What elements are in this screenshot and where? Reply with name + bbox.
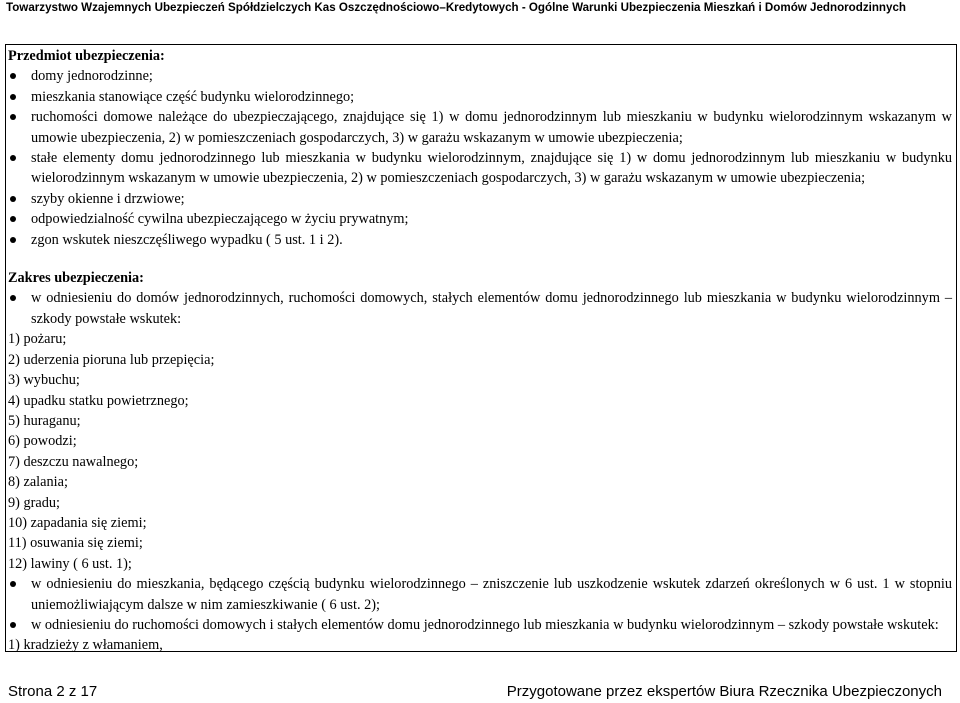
risk-item: 9) gradu; [8, 494, 61, 511]
list-item: stałe elementy domu jednorodzinnego lub mieszkania w budynku wielorodzinnym, znajdujące się 1) w domu jednorodzinnym lub mieszkaniu w budynku wielorodzinnym wskazanym w umowie ubezpieczenia, 2) w pomieszczeniach gospodarczych, 3) w garażu wskazanym w umowie ubezpieczenia; [8, 148, 952, 189]
list-item: ruchomości domowe należące do ubezpieczającego, znajdujące się 1) w domu jednorodzinnym lub mieszkaniu w budynku wielorodzinnym wskazanym w umowie ubezpieczenia, 2) w pomieszczeniach gospodarczych, 3) w garażu wskazanym w umowie ubezpieczenia; [8, 107, 952, 148]
list-item: w odniesieniu do ruchomości domowych i stałych elementów domu jednorodzinnego lub mieszkania w budynku wielorodzinnym – szkody powstałe wskutek: [8, 615, 952, 635]
document-header: Towarzystwo Wzajemnych Ubezpieczeń Spółdzielczych Kas Oszczędnościowo–Kredytowych - Ogólne Warunki Ubezpieczenia Mieszkań i Domów Jednorodzinnych [6, 1, 906, 14]
section-gap [8, 250, 952, 268]
risk-item: 4) upadku statku powietrznego; [8, 392, 189, 409]
list-item: zgon wskutek nieszczęśliwego wypadku ( 5 ust. 1 i 2). [8, 230, 952, 250]
footer-credit: Przygotowane przez ekspertów Biura Rzecznika Ubezpieczonych [506, 683, 942, 700]
risk-item: 2) uderzenia pioruna lub przepięcia; [8, 351, 215, 368]
risk-item: 1) kradzieży z włamaniem, [8, 637, 163, 654]
risk-item: 6) powodzi; [8, 433, 77, 450]
list-item: w odniesieniu do mieszkania, będącego częścią budynku wielorodzinnego – zniszczenie lub uszkodzenie wskutek zdarzeń określonych w 6 ust. 1 w stopniu uniemożliwiającym dalsze w nim zamieszkiwanie ( 6 ust. 2); [8, 574, 952, 615]
scope-list-2 [8, 574, 952, 635]
risk-item: 3) wybuchu; [8, 372, 80, 389]
risk-item: 10) zapadania się ziemi; [8, 514, 147, 531]
scope-list [8, 288, 952, 329]
list-item: domy jednorodzinne; [8, 66, 952, 86]
list-item: mieszkania stanowiące część budynku wielorodzinnego; [8, 87, 952, 107]
risk-item: 1) pożaru; [8, 331, 67, 348]
list-item: odpowiedzialność cywilna ubezpieczającego w życiu prywatnym; [8, 209, 952, 229]
document-body [8, 46, 952, 656]
list-item: szyby okienne i drzwiowe; [8, 189, 952, 209]
risk-item: 11) osuwania się ziemi; [8, 535, 143, 552]
risk-item: 7) deszczu nawalnego; [8, 453, 139, 470]
risk-item: 8) zalania; [8, 474, 68, 491]
risk-item: 5) huraganu; [8, 412, 81, 429]
subject-heading: Przedmiot ubezpieczenia: [8, 48, 165, 64]
subject-list [8, 66, 952, 250]
scope-heading: Zakres ubezpieczenia: [8, 270, 144, 287]
list-item: w odniesieniu do domów jednorodzinnych, ruchomości domowych, stałych elementów domu jednorodzinnego lub mieszkania w budynku wielorodzinnym – szkody powstałe wskutek: [8, 288, 952, 329]
page-number: Strona 2 z 17 [8, 683, 98, 700]
risk-item: 12) lawiny ( 6 ust. 1); [8, 555, 132, 572]
